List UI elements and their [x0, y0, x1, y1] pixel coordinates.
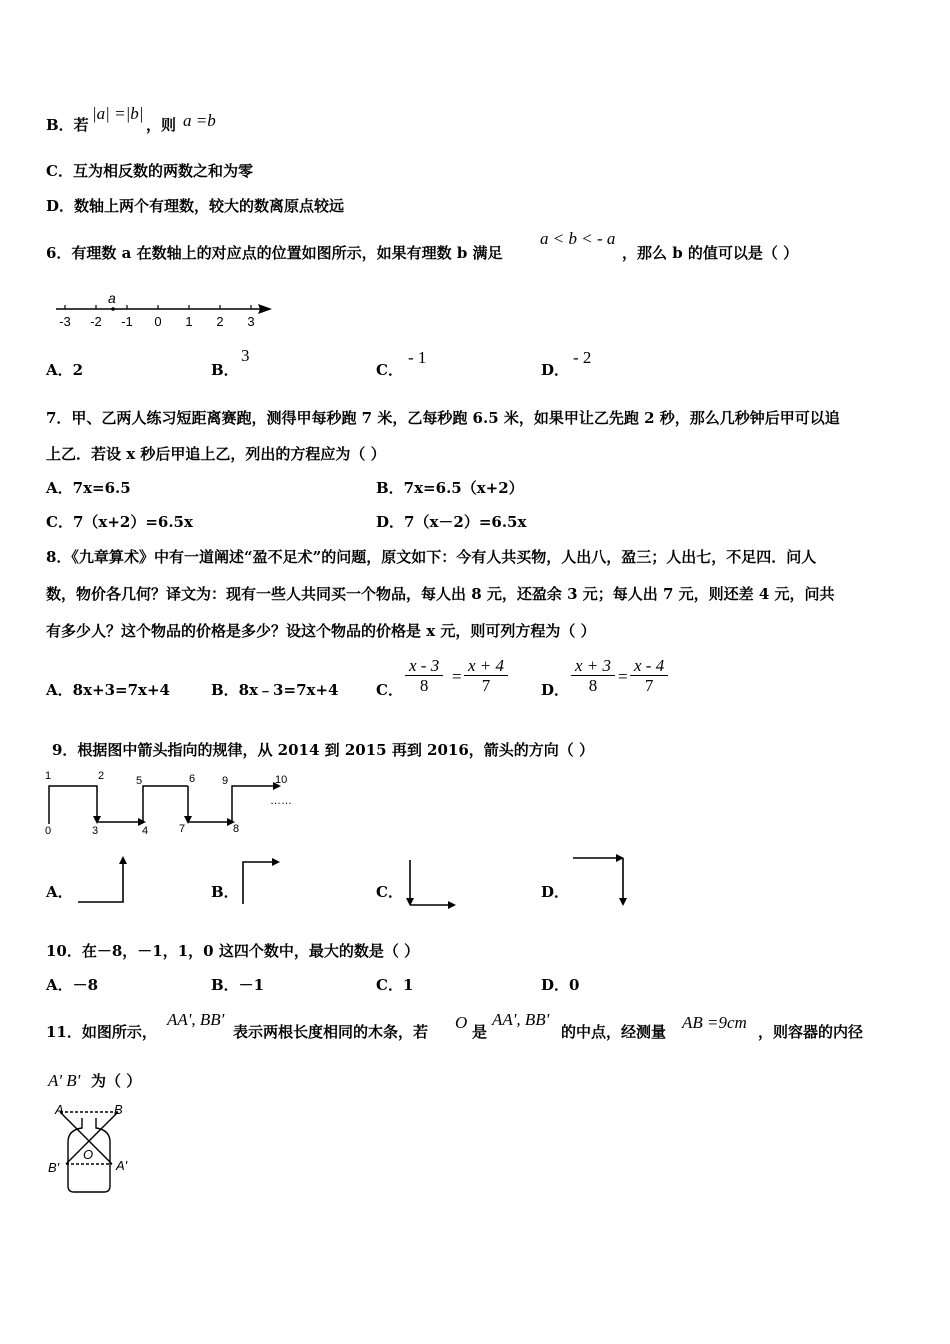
q9-stem: 9．根据图中箭头指向的规律，从 2014 到 2015 再到 2016，箭头的方向（ ）: [52, 741, 595, 759]
q7-option-d: D．7（x－2）=6.5x: [376, 513, 527, 531]
q5-option-b-result: a =b: [183, 111, 216, 130]
q8-option-c-right-fraction: [464, 656, 508, 695]
q5-option-b-label: B．若: [46, 116, 89, 134]
q6-stem-a: 6．有理数 a 在数轴上的对应点的位置如图所示，如果有理数 b 满足: [46, 244, 503, 262]
q6-axis-tick-label: 2: [216, 314, 224, 329]
q9-ellipsis: ……: [270, 795, 292, 807]
q7-option-c: C．7（x+2）=6.5x: [46, 513, 193, 531]
q8-option-c-label: C．: [376, 681, 403, 699]
q9-num: 7: [179, 823, 186, 835]
q8-c-left-numerator: x - 3: [405, 656, 443, 676]
q11-line2-var: A' B': [48, 1071, 81, 1090]
q9-num: 3: [92, 825, 99, 836]
q9-option-d: D．: [541, 883, 570, 901]
q9-option-d-arrow-icon: [570, 852, 630, 908]
q11-stem-b: 表示两根长度相同的木条，若: [233, 1023, 429, 1041]
q5-option-c: C．互为相反数的两数之和为零: [46, 162, 253, 180]
q9-num: 10: [275, 774, 288, 786]
q11-fig-label-a-prime: A': [116, 1158, 128, 1173]
q9-option-a-arrow-icon: [74, 854, 130, 906]
q9-num: 8: [233, 823, 240, 835]
q8-d-left-denominator: 8: [588, 676, 598, 695]
q9-option-c-arrow-icon: [404, 858, 458, 910]
q11-fig-label-b-prime: B': [48, 1160, 60, 1175]
q8-stem-line1: 8．《九章算术》中有一道阐述“盈不足术”的问题，原文如下：今有人共买物，人出八，盈三；人出七，不足四．问人: [46, 548, 817, 566]
q11-stem-c: 是: [472, 1023, 488, 1041]
q8-c-right-numerator: x + 4: [464, 656, 508, 676]
q10-option-d: D．0: [541, 976, 580, 994]
q8-option-d-left-fraction: [571, 656, 615, 695]
q7-option-a: A．7x=6.5: [46, 479, 131, 497]
q8-d-right-denominator: 7: [644, 676, 654, 695]
q6-option-a: A．2: [46, 361, 84, 379]
q7-stem-line1: 7．甲、乙两人练习短距离赛跑，测得甲每秒跑 7 米，乙每秒跑 6.5 米，如果甲让乙先跑 2 秒，那么几秒钟后甲可以追: [46, 409, 840, 427]
q8-d-equals: =: [618, 667, 628, 686]
q11-point-o: O: [455, 1013, 468, 1032]
q11-container-figure: [46, 1098, 140, 1198]
q8-option-d-label: D．: [541, 681, 570, 699]
q9-arrow-pattern-diagram: [42, 770, 300, 836]
q9-num: 0: [45, 825, 52, 836]
q6-point-a-label: a: [108, 290, 116, 306]
q9-num: 9: [222, 775, 229, 787]
q9-option-b-arrow-icon: [238, 854, 284, 906]
q6-option-b: B．: [211, 361, 239, 379]
q11-stem-e: ，则容器的内径: [758, 1023, 864, 1041]
q6-option-c: C．: [376, 361, 403, 379]
q8-c-left-denominator: 8: [419, 676, 429, 695]
q8-d-right-numerator: x - 4: [630, 656, 668, 676]
q9-num: 1: [45, 770, 52, 782]
q11-line2-text: 为（ ）: [91, 1072, 142, 1090]
q6-axis-tick-label: 1: [185, 314, 193, 329]
q7-stem-line2: 上乙．若设 x 秒后甲追上乙，列出的方程应为（ ）: [46, 445, 386, 463]
q9-arrow-head-icon: [93, 816, 101, 824]
q9-arrow-head-icon: [184, 816, 192, 824]
q11-stem-a: 11．如图所示，: [46, 1023, 157, 1041]
q6-number-line: [50, 288, 280, 336]
q6-point-a-marker: [111, 307, 115, 311]
q6-condition: a < b < - a: [540, 229, 616, 248]
q11-sticks-2: AA', BB': [492, 1010, 550, 1029]
q6-stem-b: ，那么 b 的值可以是（ ）: [622, 244, 799, 262]
q10-stem: 10．在－8，－1，1，0 这四个数中，最大的数是（ ）: [46, 942, 420, 960]
q6-axis-tick-label: -3: [59, 314, 71, 329]
q8-stem-line2: 数，物价各几何？译文为：现有一些人共同买一个物品，每人出 8 元，还盈余 3 元；每人出 7 元，则还差 4 元，问共: [46, 585, 835, 603]
q9-num: 2: [98, 770, 105, 782]
q8-option-c-left-fraction: [405, 656, 443, 695]
q7-option-b: B．7x=6.5（x+2）: [376, 479, 524, 497]
q10-option-b: B．－1: [211, 976, 265, 994]
q6-option-b-value: 3: [241, 346, 250, 365]
q8-stem-line3: 有多少人？这个物品的价格是多少？设这个物品的价格是 x 元，则可列方程为（ ）: [46, 622, 596, 640]
q5-option-b-formula: |a| =|b|: [92, 104, 144, 123]
q6-option-c-value: - 1: [408, 348, 427, 367]
q9-option-c: C．: [376, 883, 403, 901]
q8-c-equals: =: [452, 667, 462, 686]
q8-d-left-numerator: x + 3: [571, 656, 615, 676]
q5-option-d: D．数轴上两个有理数，较大的数离原点较远: [46, 197, 345, 215]
q6-axis-arrow-icon: [258, 304, 272, 314]
q9-option-a: A．: [46, 883, 73, 901]
q6-option-d: D．: [541, 361, 570, 379]
q8-option-b: B．8x﹣3=7x+4: [211, 681, 339, 699]
q10-option-c: C．1: [376, 976, 414, 994]
q6-option-d-value: - 2: [573, 348, 592, 367]
q11-fig-label-o: O: [83, 1147, 94, 1162]
q11-fig-label-b: B: [114, 1102, 123, 1117]
q11-fig-label-a: A: [55, 1102, 64, 1117]
q11-stem-d: 的中点，经测量: [561, 1023, 667, 1041]
q9-num: 6: [189, 773, 196, 785]
q6-axis-tick-label: -2: [90, 314, 102, 329]
q9-num: 4: [142, 825, 149, 836]
q6-axis-tick-label: 3: [247, 314, 255, 329]
q6-axis-tick-label: 0: [154, 314, 162, 329]
q9-option-b: B．: [211, 883, 239, 901]
q11-measure: AB =9cm: [682, 1013, 747, 1032]
q9-num: 5: [136, 775, 143, 787]
q8-option-d-right-fraction: [630, 656, 668, 695]
q11-sticks: AA', BB': [167, 1010, 225, 1029]
q6-axis-tick-label: -1: [121, 314, 133, 329]
q8-option-a: A．8x+3=7x+4: [46, 681, 170, 699]
q10-option-a: A．－8: [46, 976, 99, 994]
q8-c-right-denominator: 7: [481, 676, 491, 695]
q5-option-b-then: ，则: [146, 116, 177, 134]
